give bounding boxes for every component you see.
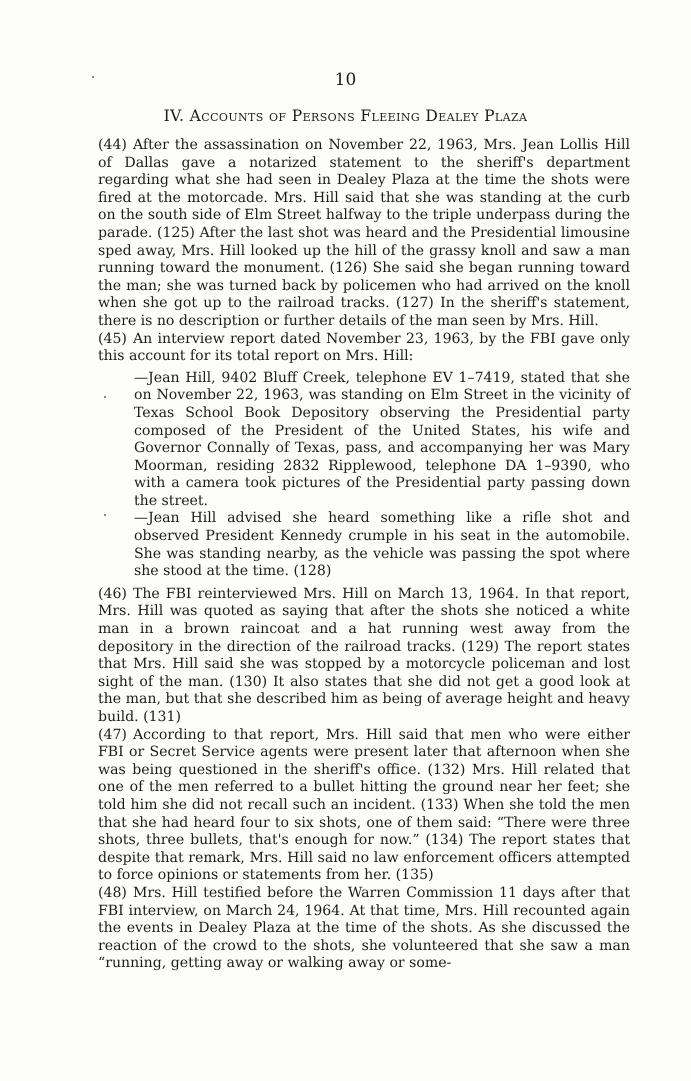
scan-speck bbox=[92, 76, 94, 78]
scan-speck bbox=[104, 514, 106, 516]
paragraph-number: (47) bbox=[98, 726, 127, 743]
quote-paragraph-2: —Jean Hill advised she heard something like a rifle shot and observed President Kennedy crumple in his seat in the automobile. She was standing nearby, as the vehicle was passing the spot where she stood at the time. (128) bbox=[134, 510, 630, 580]
paragraph-text: The FBI reinterviewed Mrs. Hill on March 13, 1964. In that report, Mrs. Hill was quoted as saying that after the shots she noticed a white man in a brown raincoat and a hat running west away from the depository in the direction of the railroad tracks. (129) The report states that Mrs. Hill said she was stopped by a motorcycle policeman and lost sight of the man. (130) It also states that she did not get a good look at the man, but that she described him as being of average height and heavy build. (131) bbox=[98, 585, 630, 725]
paragraph-text: After the assassination on November 22, 1963, Mrs. Jean Lollis Hill of Dallas gave a notarized statement to the sheriff's department regarding what she had seen in Dealey Plaza at the time the shots were fired at the motorcade. Mrs. Hill said that she was standing at the curb on the south side of Elm Street halfway to the triple underpass during the parade. (125) After the last shot was heard and the Presidential limousine sped away, Mrs. Hill looked up the hill of the grassy knoll and saw a man running toward the monument. (126) She said she began running toward the man; she was turned back by policemen who had arrived on the knoll when she got up to the railroad tracks. (127) In the sheriff's statement, there is no description or further details of the man seen by Mrs. Hill. bbox=[98, 137, 630, 329]
paragraph-47 bbox=[98, 727, 630, 885]
section-heading: IV. Accounts of Persons Fleeing Dealey Plaza bbox=[163, 107, 528, 125]
scan-speck bbox=[104, 396, 106, 398]
paragraph-text: An interview report dated November 23, 1963, by the FBI gave only this account for its total report on Mrs. Hill: bbox=[98, 330, 630, 365]
fbi-report-quote bbox=[134, 370, 630, 581]
document-body bbox=[98, 137, 630, 973]
paragraph-number: (48) bbox=[98, 884, 127, 901]
paragraph-48 bbox=[98, 885, 630, 973]
quote-paragraph-1: —Jean Hill, 9402 Bluff Creek, telephone EV 1–7419, stated that she on November 22, 1963, was standing on Elm Street in the vicinity of Texas School Book Depository observing the Presidential party composed of the President of the United States, his wife and Governor Connally of Texas, pass, and accompanying her was Mary Moorman, residing 2832 Ripplewood, telephone DA 1–9390, who with a camera took pictures of the Presidential party passing down the street. bbox=[134, 369, 630, 509]
paragraph-text: According to that report, Mrs. Hill said that men who were either FBI or Secret Service agents were present later that afternoon when she was being questioned in the sheriff's office. (132) Mrs. Hill related that one of the men referred to a bullet hitting the ground near her feet; she told him she did not recall such an incident. (133) When she told the men that she had heard four to six shots, one of them said: “There were three shots, three bullets, that's enough for now.” (134) The report states that despite that remark, Mrs. Hill said no law enforcement officers attempted to force opinions or statements from her. (135) bbox=[98, 726, 630, 884]
paragraph-number: (45) bbox=[98, 330, 127, 347]
paragraph-44 bbox=[98, 137, 630, 331]
paragraph-number: (46) bbox=[98, 585, 127, 602]
paragraph-text: Mrs. Hill testified before the Warren Commission 11 days after that FBI interview, on March 24, 1964. At that time, Mrs. Hill recounted again the events in Dealey Plaza at the time of the shots. As she discussed the reaction of the crowd to the shots, she volunteered that she saw a man “running, getting away or walking away or some- bbox=[98, 884, 630, 972]
paragraph-46 bbox=[98, 586, 630, 727]
paragraph-number: (44) bbox=[98, 137, 127, 153]
page-number: 10 bbox=[334, 70, 357, 90]
paragraph-45 bbox=[98, 331, 630, 366]
